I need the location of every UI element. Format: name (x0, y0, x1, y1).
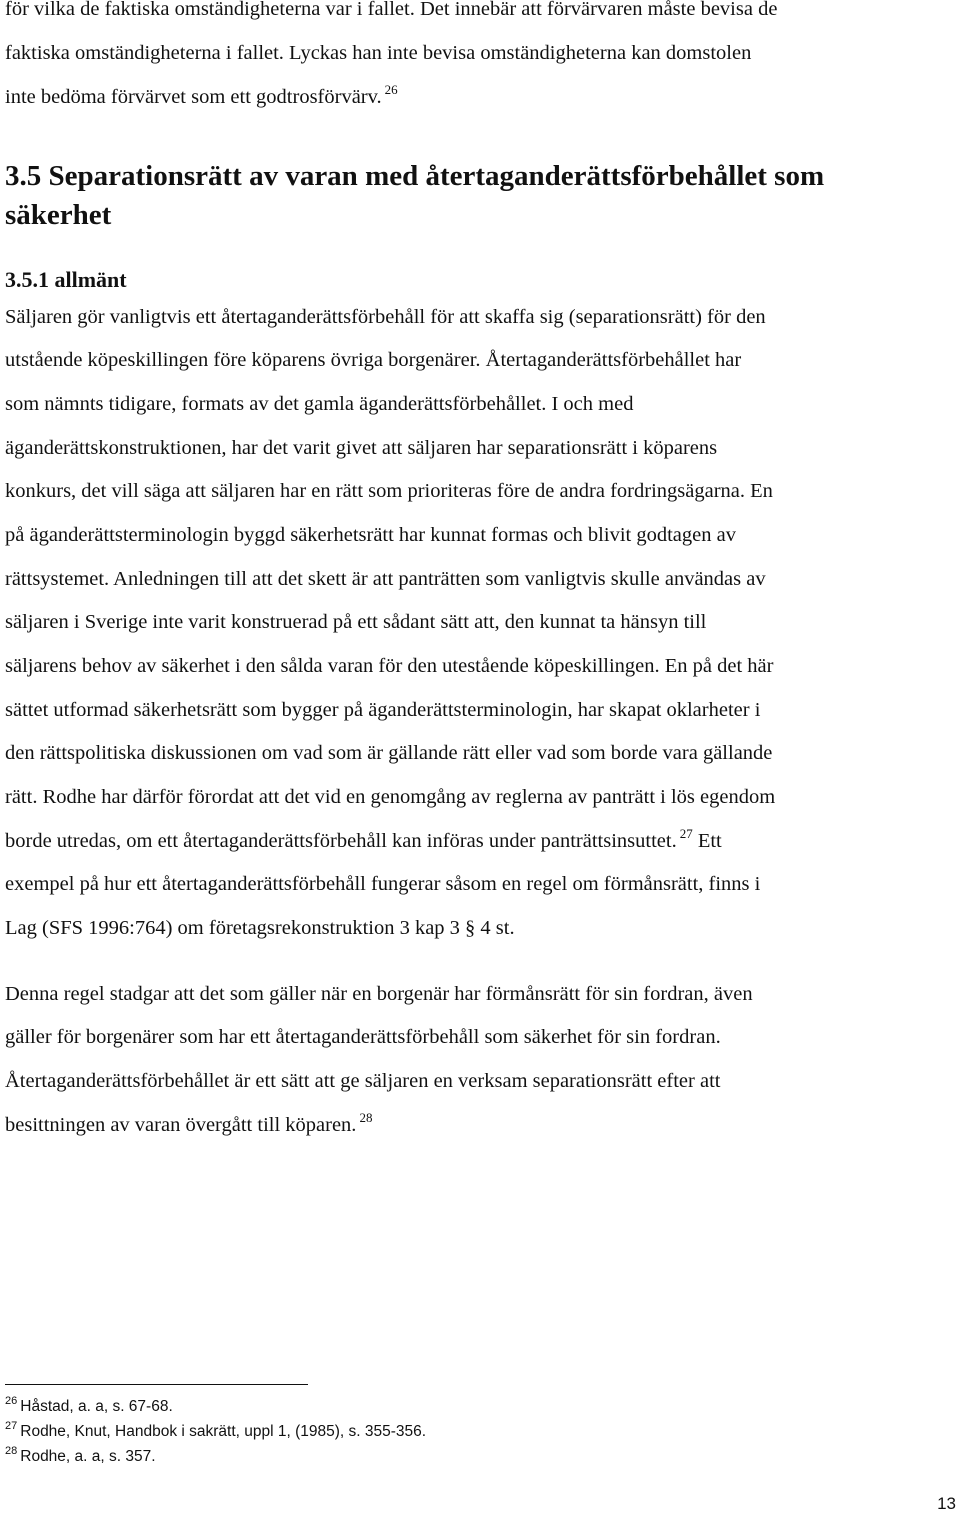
paragraph-line: Säljaren gör vanligtvis ett återtaganderättsförbehåll för att skaffa sig (separationsrätt) för den (5, 306, 766, 328)
paragraph-line: den rättspolitiska diskussionen om vad som är gällande rätt eller vad som borde vara gällande (5, 742, 773, 764)
paragraph-line: Lag (SFS 1996:764) om företagsrekonstruktion 3 kap 3 § 4 st. (5, 917, 515, 939)
footnote-text: Håstad, a. a, s. 67-68. (20, 1398, 173, 1415)
footnote (5, 1447, 156, 1468)
paragraph-line: Återtaganderättsförbehållet är ett sätt att ge säljaren en verksam separationsrätt efter att (5, 1070, 721, 1092)
footnote-text: Rodhe, Knut, Handbok i sakrätt, uppl 1, (1985), s. 355-356. (20, 1423, 427, 1440)
section-heading: säkerhet (5, 199, 112, 231)
footnote-number: 26 (5, 1395, 18, 1407)
paragraph-line: rättsystemet. Anledningen till att det skett är att panträtten som vanligtvis skulle användas av (5, 568, 766, 590)
subsection-heading: 3.5.1 allmänt (5, 267, 127, 292)
footnote (5, 1397, 173, 1418)
paragraph-line: säljarens behov av säkerhet i den sålda varan för den utestående köpeskillingen. En på det här (5, 655, 774, 677)
paragraph-text: Ett (697, 830, 722, 852)
paragraph-line: äganderättskonstruktionen, har det varit givet att säljaren har separationsrätt i köparens (5, 437, 718, 459)
paragraph-line (5, 826, 722, 855)
paragraph-line: faktiska omständigheterna i fallet. Lyckas han inte bevisa omständigheterna kan domstolen (5, 42, 752, 64)
paragraph-line: på äganderättsterminologin byggd säkerhetsrätt har kunnat formas och blivit godtagen av (5, 524, 736, 546)
paragraph-line (5, 82, 398, 111)
paragraph-text: besittningen av varan övergått till köparen. (5, 1114, 357, 1136)
paragraph-line: sättet utformad säkerhetsrätt som bygger på äganderättsterminologin, har skapat oklarheter i (5, 699, 761, 721)
paragraph-text: inte bedöma förvärvet som ett godtrosförvärv. (5, 86, 382, 108)
paragraph-line: säljaren i Sverige inte varit konstruerad på ett sådant sätt att, den kunnat ta hänsyn till (5, 611, 707, 633)
footnote-ref[interactable]: 27 (679, 826, 693, 841)
paragraph-line (5, 1110, 373, 1139)
footnote-number: 27 (5, 1420, 18, 1432)
footnote-text: Rodhe, a. a, s. 357. (20, 1448, 156, 1465)
section-heading: 3.5 Separationsrätt av varan med återtaganderättsförbehållet som (5, 160, 825, 192)
paragraph-line: rätt. Rodhe har därför förordat att det vid en genomgång av reglerna av panträtt i lös egendom (5, 786, 776, 808)
page-number: 13 (937, 1494, 956, 1513)
footnote-separator (5, 1384, 308, 1385)
paragraph-line: som nämnts tidigare, formats av det gamla äganderättsförbehållet. I och med (5, 393, 634, 415)
footnote (5, 1422, 426, 1443)
paragraph-line: för vilka de faktiska omständigheterna var i fallet. Det innebär att förvärvaren måste bevisa de (5, 0, 778, 20)
paragraph-line: exempel på hur ett återtaganderättsförbehåll fungerar såsom en regel om förmånsrätt, finns i (5, 873, 761, 895)
footnote-number: 28 (5, 1445, 18, 1457)
paragraph-line: gäller för borgenärer som har ett återtaganderättsförbehåll som säkerhet för sin fordran. (5, 1026, 721, 1048)
footnote-ref[interactable]: 28 (359, 1110, 373, 1125)
footnote-ref[interactable]: 26 (384, 82, 398, 97)
paragraph-text: borde utredas, om ett återtaganderättsförbehåll kan införas under panträttsinsuttet. (5, 830, 677, 852)
paragraph-line: utstående köpeskillingen före köparens övriga borgenärer. Återtaganderättsförbehållet har (5, 349, 742, 371)
paragraph-line: Denna regel stadgar att det som gäller när en borgenär har förmånsrätt för sin fordran, även (5, 983, 753, 1005)
paragraph-line: konkurs, det vill säga att säljaren har en rätt som prioriteras före de andra fordringsägarna. En (5, 480, 773, 502)
